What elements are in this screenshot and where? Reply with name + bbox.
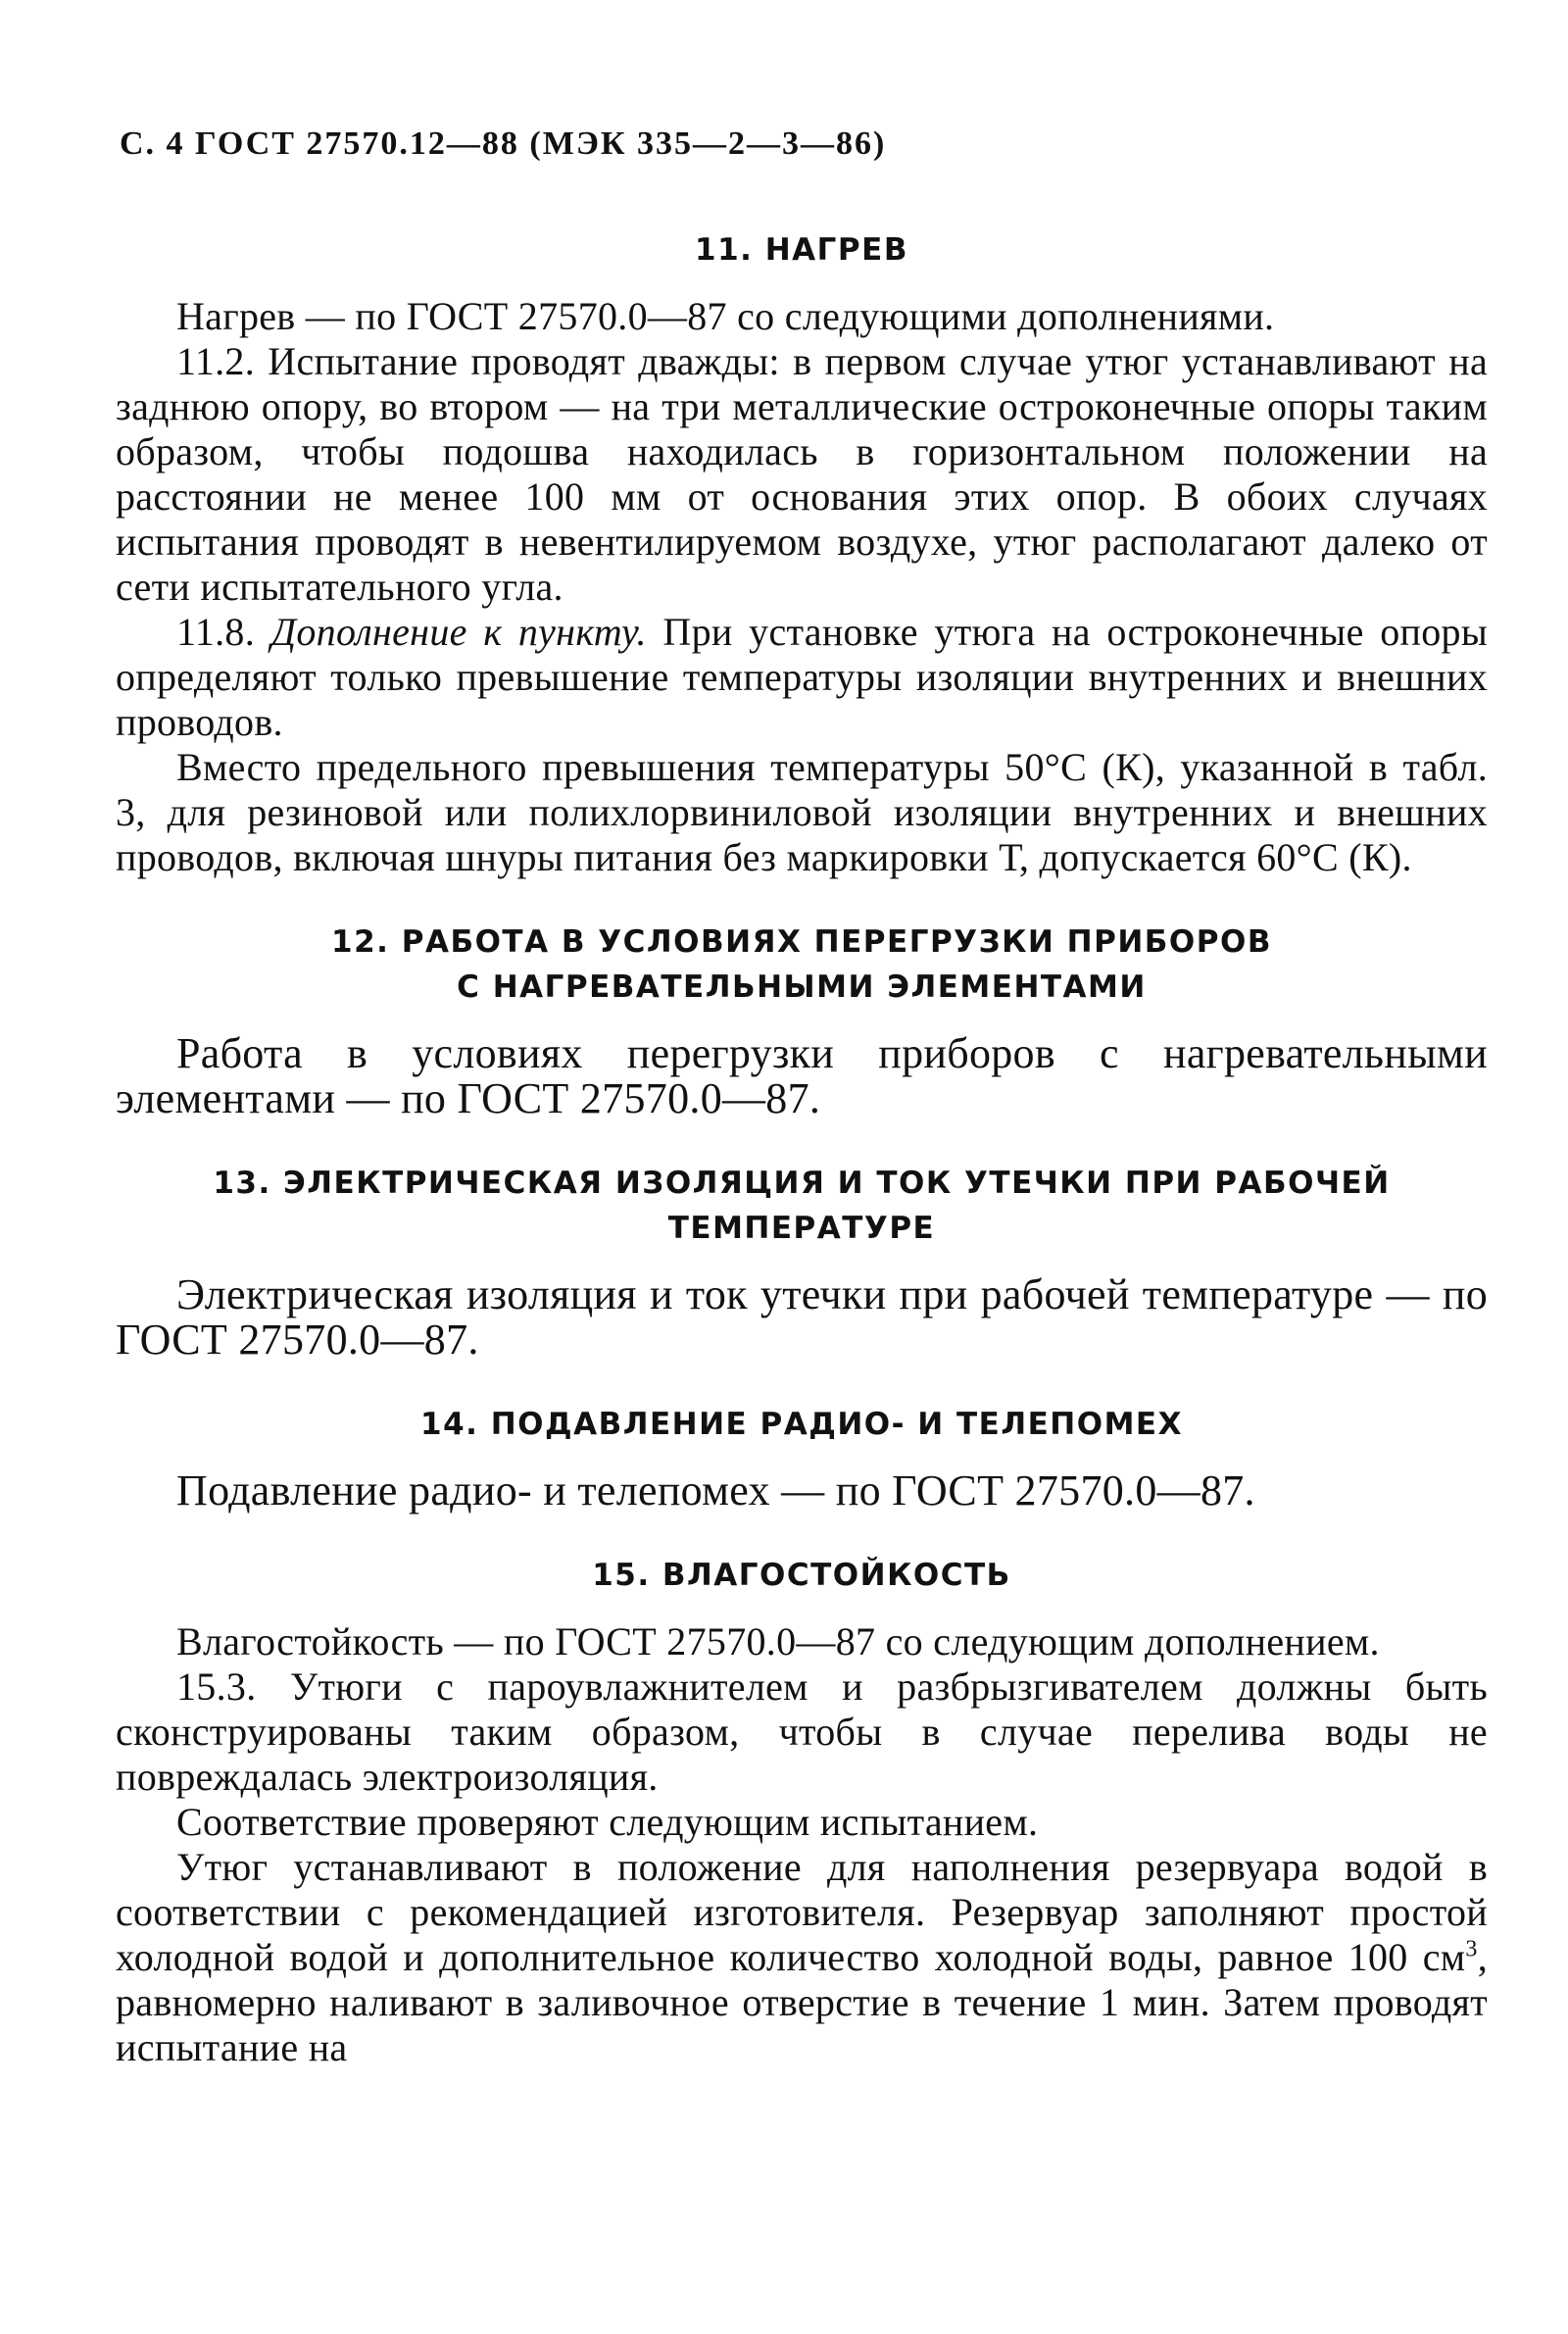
section-12-paragraph-1: Работа в условиях перегрузки приборов с нагревательными элементами — по ГОСТ 27570.0—87. [116,1029,1488,1122]
section-11-paragraph-1: Нагрев — по ГОСТ 27570.0—87 со следующими дополнениями. [176,294,1275,338]
section-14-heading: 14. ПОДАВЛЕНИЕ РАДИО- И ТЕЛЕПОМЕХ [420,1407,1183,1442]
section-14 [116,1402,1488,1514]
section-12-heading-line-2: С НАГРЕВАТЕЛЬНЫМИ ЭЛЕМЕНТАМИ [457,969,1147,1005]
section-13 [116,1161,1488,1363]
section-12-heading-line-1: 12. РАБОТА В УСЛОВИЯХ ПЕРЕГРУЗКИ ПРИБОРОВ [331,924,1272,960]
section-13-heading-line-2: ТЕМПЕРАТУРЕ [667,1211,936,1246]
section-14-paragraph-1: Подавление радио- и телепомех — по ГОСТ 27570.0—87. [176,1466,1255,1515]
section-15-heading: 15. ВЛАГОСТОЙКОСТЬ [592,1558,1011,1593]
section-15-paragraph-2: 15.3. Утюги с пароувлажнителем и разбрызгивателем должны быть сконструированы таким образом, чтобы в случае перелива воды не повреждалась электроизоляция. [116,1664,1488,1799]
section-11-paragraph-4: Вместо предельного превышения температуры 50°С (К), указанной в табл. 3, для резиновой или полихлорвиниловой изоляции внутренних и внешних проводов, включая шнуры питания без маркировки Т, допускается 60°С (К). [116,745,1488,879]
section-15 [116,1553,1488,2070]
section-13-heading-line-1: 13. ЭЛЕКТРИЧЕСКАЯ ИЗОЛЯЦИЯ И ТОК УТЕЧКИ ПРИ РАБОЧЕЙ [213,1166,1391,1201]
section-11-heading: 11. НАГРЕВ [695,232,908,268]
running-head: С. 4 ГОСТ 27570.12—88 (МЭК 335—2—3—86) [120,125,887,162]
section-15-paragraph-4 [116,1845,1488,2070]
clause-text: При установке утюга на остроконечные опоры определяют только превышение температуры изоляции внутренних и внешних проводов. [116,610,1488,744]
section-11 [116,227,1488,880]
section-11-paragraph-3 [116,610,1488,745]
section-15-paragraph-3: Соответствие проверяют следующим испытанием. [176,1800,1039,1844]
section-13-heading [116,1161,1488,1251]
section-15-paragraph-1: Влагостойкость — по ГОСТ 27570.0—87 со следующим дополнением. [176,1619,1380,1664]
section-13-paragraph-1: Электрическая изоляция и ток утечки при рабочей температуре — по ГОСТ 27570.0—87. [116,1270,1488,1364]
clause-italic-lead: Дополнение к пункту. [270,610,647,654]
paragraph-text-part-2: , равномерно наливают в заливочное отверстие в течение 1 мин. Затем проводят испытание на [116,1935,1488,2069]
clause-number: 11.8. [176,610,256,654]
section-11-paragraph-2: 11.2. Испытание проводят дважды: в первом случае утюг устанавливают на заднюю опору, во втором — на три металлические остроконечные опоры таким образом, чтобы подошва находилась в горизонтальном положении на расстоянии не менее 100 мм от основания этих опор. В обоих случаях испытания проводят в невентилируемом воздухе, утюг располагают далеко от сети испытательного угла. [116,339,1488,609]
document-page [116,125,1488,2070]
section-12-heading [116,919,1488,1010]
section-12 [116,919,1488,1121]
paragraph-text-part-1: Утюг устанавливают в положение для наполнения резервуара водой в соответствии с рекомендацией изготовителя. Резервуар заполняют простой холодной водой и дополнительное количество холодной воды, равное 100 см [116,1845,1488,1979]
superscript-exponent: 3 [1465,1936,1478,1962]
